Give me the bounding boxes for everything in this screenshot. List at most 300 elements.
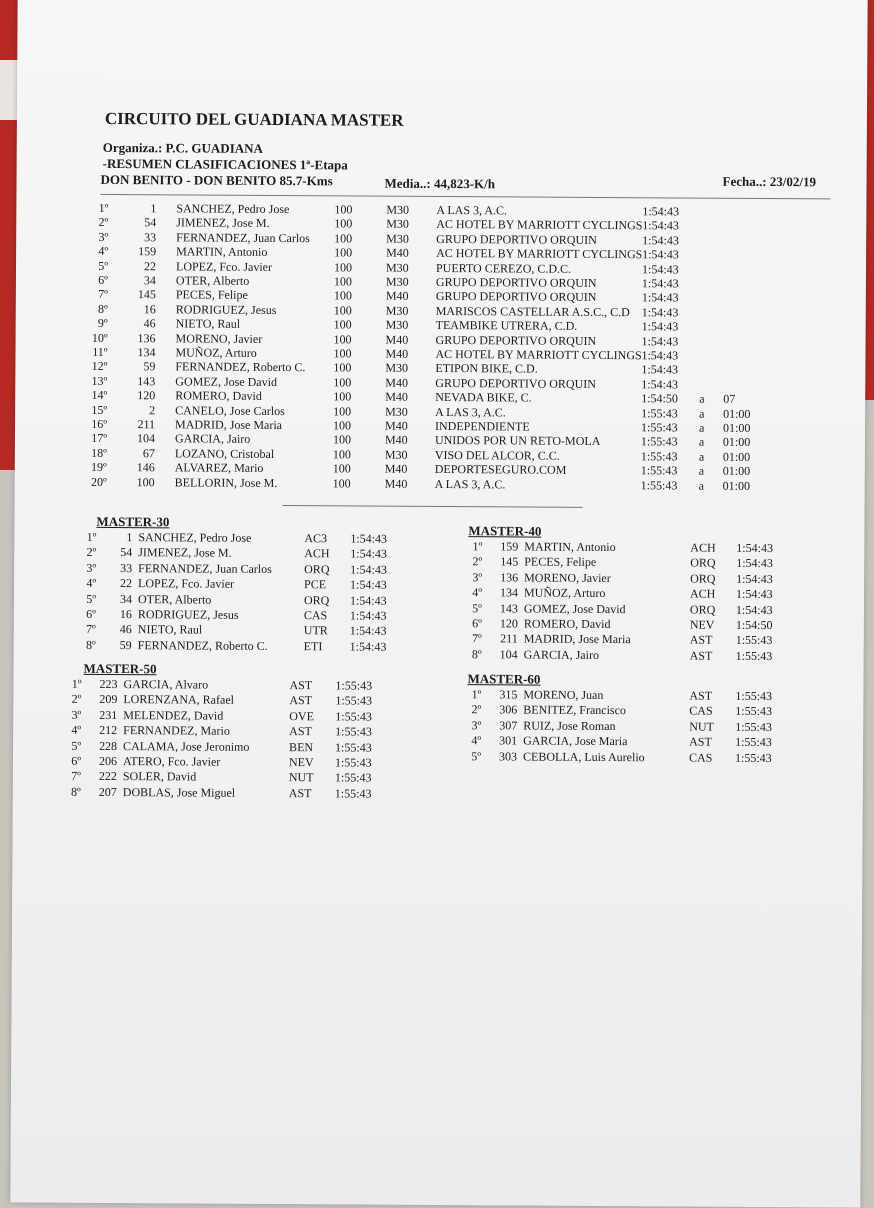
general-dorsal-cell: 16: [143, 301, 156, 317]
general-cat-cell: M40: [384, 476, 408, 491]
category-name-cell: MADRID, Jose Maria: [523, 631, 631, 647]
general-team-cell: UNIDOS POR UN RETO-MOLA: [434, 433, 601, 449]
category-pos-cell: 7º: [71, 769, 81, 784]
general-name-cell: FERNANDEZ, Roberto C.: [175, 359, 306, 375]
category-dorsal-cell: 1: [126, 530, 133, 545]
category-time-cell: 1:55:43: [334, 786, 372, 801]
category-dorsal-cell: 104: [499, 647, 518, 662]
general-time-cell: 1:54:43: [641, 362, 679, 377]
category-name-cell: OTER, Alberto: [137, 591, 212, 607]
general-pos-cell: 8º: [97, 301, 108, 316]
category-row: [0, 707, 419, 724]
general-time-cell: 1:54:50: [641, 391, 678, 406]
general-dorsal-cell: 146: [136, 460, 155, 475]
category-time-cell: 1:54:43: [350, 546, 387, 562]
general-diff-cell: 07: [723, 391, 736, 406]
general-team-cell: PUERTO CEREZO, C.D.C.: [435, 260, 572, 276]
category-dorsal-cell: 33: [120, 560, 133, 575]
category-time-cell: 1:55:43: [334, 770, 372, 785]
route-line: DON BENITO - DON BENITO 85.7-Kms: [100, 171, 333, 189]
category-team-cell: ACH: [689, 586, 716, 601]
general-pos-cell: 6º: [98, 272, 108, 287]
general-name-cell: ROMERO, David: [175, 388, 262, 404]
general-pos-cell: 17º: [91, 431, 108, 446]
general-diff-cell: 01:00: [722, 449, 751, 464]
category-pos-cell: 7º: [471, 631, 482, 646]
category-name-cell: FERNANDEZ, Juan Carlos: [138, 560, 272, 576]
category-name-cell: PECES, Felipe: [524, 554, 597, 570]
category-pos-cell: 2º: [472, 554, 483, 569]
category-name-cell: FERNANDEZ, Roberto C.: [137, 637, 268, 653]
category-time-cell: 1:55:43: [335, 678, 373, 693]
general-dorsal-cell: 46: [143, 316, 156, 331]
general-cat-cell: M40: [385, 289, 409, 304]
general-a-cell: a: [699, 420, 705, 435]
general-time-cell: 1:54:43: [642, 218, 679, 233]
category-row: [0, 753, 419, 770]
general-cat-cell: M30: [386, 202, 410, 217]
general-pts-cell: 100: [333, 303, 352, 318]
header-divider: [100, 194, 830, 199]
general-team-cell: MARISCOS CASTELLAR A.S.C., C.D: [435, 303, 630, 319]
category-name-cell: SANCHEZ, Pedro Jose: [138, 530, 252, 545]
general-pos-cell: 14º: [91, 388, 108, 403]
category-name-cell: FERNANDEZ, Mario: [123, 723, 230, 738]
general-cat-cell: M40: [385, 375, 409, 390]
category-row: [399, 733, 819, 750]
category-team-cell: CAS: [688, 750, 713, 765]
category-name-cell: MELENDEZ, David: [123, 707, 224, 723]
general-time-cell: 1:55:43: [641, 405, 678, 421]
category-time-cell: 1:54:43: [735, 587, 773, 602]
general-cat-cell: M30: [385, 260, 409, 275]
general-pts-cell: 100: [333, 346, 352, 361]
category-pos-cell: 2º: [71, 692, 82, 707]
category-dorsal-cell: 143: [499, 600, 518, 616]
category-name-cell: MARTIN, Antonio: [524, 539, 616, 555]
category-row: [399, 748, 819, 765]
category-team-cell: CAS: [689, 703, 713, 719]
category-name-cell: CEBOLLA, Luis Aurelio: [522, 749, 645, 764]
general-name-cell: LOPEZ, Fco. Javier: [175, 258, 273, 274]
general-cat-cell: M30: [385, 317, 409, 332]
category-time-cell: 1:55:43: [735, 704, 773, 719]
general-pts-cell: 100: [333, 259, 353, 275]
general-time-cell: 1:54:43: [642, 247, 679, 262]
general-dorsal-cell: 22: [143, 258, 157, 273]
category-pos-cell: 6º: [86, 606, 96, 621]
category-team-cell: NUT: [288, 770, 314, 785]
category-row: [400, 631, 820, 648]
general-diff-cell: 01:00: [722, 435, 751, 450]
category-dorsal-cell: 231: [99, 707, 118, 722]
category-pos-cell: 4º: [471, 733, 482, 748]
general-cat-cell: M40: [384, 433, 408, 448]
general-dorsal-cell: 2: [149, 402, 156, 417]
organizer-line: Organiza.: P.C. GUADIANA: [102, 139, 264, 156]
category-team-cell: AST: [689, 688, 713, 703]
general-time-cell: 1:55:43: [640, 477, 678, 493]
category-time-cell: 1:54:43: [349, 593, 387, 608]
category-pos-cell: 1º: [86, 529, 97, 544]
general-time-cell: 1:54:43: [641, 290, 679, 305]
category-team-cell: PCE: [304, 577, 327, 592]
category-dorsal-cell: 212: [99, 723, 118, 738]
category-dorsal-cell: 16: [119, 607, 132, 622]
general-name-cell: OTER, Alberto: [175, 273, 250, 288]
category-team-cell: ACH: [690, 540, 716, 555]
category-time-cell: 1:54:50: [735, 617, 773, 633]
general-name-cell: FERNANDEZ, Juan Carlos: [176, 230, 310, 246]
general-time-cell: 1:54:43: [641, 319, 679, 334]
general-name-cell: LOZANO, Cristobal: [174, 446, 275, 461]
general-pts-cell: 100: [332, 461, 351, 476]
category-time-cell: 1:55:43: [334, 755, 372, 770]
general-team-cell: AC HOTEL BY MARRIOTT CYCLINGS: [436, 246, 643, 262]
general-team-cell: AC HOTEL BY MARRIOTT CYCLINGS: [436, 217, 643, 233]
category-team-cell: ORQ: [690, 571, 716, 586]
general-dorsal-cell: 100: [136, 474, 155, 489]
general-pts-cell: 100: [333, 418, 352, 433]
category-dorsal-cell: 315: [499, 687, 518, 702]
category-team-cell: ORQ: [304, 561, 330, 577]
general-time-cell: 1:55:43: [641, 420, 678, 435]
general-name-cell: MADRID, Jose Maria: [175, 417, 283, 433]
general-cat-cell: M30: [384, 447, 408, 462]
general-pts-cell: 100: [333, 389, 352, 404]
general-cat-cell: M40: [385, 418, 408, 433]
category-dorsal-cell: 59: [119, 637, 132, 652]
category-dorsal-cell: 301: [499, 733, 518, 748]
general-pos-cell: 18º: [91, 445, 107, 460]
general-pts-cell: 100: [333, 288, 352, 303]
category-row: [14, 545, 434, 562]
category-dorsal-cell: 206: [98, 753, 118, 769]
category-pos-cell: 7º: [86, 622, 96, 637]
category-pos-cell: 3º: [472, 570, 483, 585]
category-row: [14, 560, 434, 577]
category-time-cell: 1:55:43: [335, 739, 372, 755]
category-team-cell: ORQ: [690, 555, 716, 571]
general-name-cell: NIETO, Raul: [175, 316, 241, 331]
general-time-cell: 1:54:43: [641, 333, 679, 349]
general-cat-cell: M40: [386, 245, 409, 260]
category-dorsal-cell: 46: [119, 622, 132, 637]
category-dorsal-cell: 120: [499, 616, 518, 631]
general-team-cell: ETIPON BIKE, C.D.: [435, 361, 538, 376]
category-time-cell: 1:54:43: [736, 571, 773, 586]
category-name-cell: SOLER, David: [122, 769, 197, 784]
category-name-cell: MORENO, Juan: [523, 687, 604, 703]
category-row: [399, 718, 819, 735]
general-team-cell: INDEPENDIENTE: [435, 418, 530, 434]
general-pos-cell: 13º: [91, 373, 108, 388]
category-time-cell: 1:54:43: [735, 602, 773, 617]
category-team-cell: NEV: [689, 617, 715, 632]
general-cat-cell: M40: [385, 389, 408, 404]
general-name-cell: MUÑOZ, Arturo: [175, 345, 257, 360]
category-pos-cell: 3º: [86, 560, 97, 575]
general-pos-cell: 1º: [98, 200, 109, 215]
general-time-cell: 1:54:43: [642, 233, 679, 248]
category-time-cell: 1:54:43: [736, 556, 773, 571]
category-row: [14, 637, 434, 654]
general-pos-cell: 3º: [98, 229, 109, 244]
category-dorsal-cell: 222: [98, 769, 117, 784]
general-pts-cell: 100: [332, 447, 351, 462]
category-team-cell: AST: [289, 693, 313, 708]
general-team-cell: DEPORTESEGURO.COM: [434, 462, 567, 477]
category-row: [0, 723, 419, 740]
general-pos-cell: 11º: [92, 344, 108, 359]
general-team-cell: TEAMBIKE UTRERA, C.D.: [435, 318, 578, 334]
general-team-cell: NEVADA BIKE, C.: [435, 390, 532, 405]
general-diff-cell: 01:00: [722, 420, 751, 435]
category-row: [400, 539, 820, 556]
general-pts-cell: 100: [333, 403, 352, 419]
category-dorsal-cell: 34: [119, 591, 133, 606]
general-team-cell: AC HOTEL BY MARRIOTT CYCLINGS: [435, 346, 642, 363]
general-cat-cell: M40: [385, 346, 409, 361]
general-dorsal-cell: 120: [137, 388, 156, 403]
category-row: [400, 647, 820, 664]
category-team-cell: AST: [289, 724, 312, 739]
general-pts-cell: 100: [332, 432, 352, 447]
category-dorsal-cell: 145: [500, 554, 519, 569]
general-team-cell: GRUPO DEPORTIVO ORQUIN: [435, 375, 596, 391]
general-time-cell: 1:55:43: [640, 434, 678, 449]
category-pos-cell: 8º: [85, 637, 96, 652]
category-dorsal-cell: 223: [99, 676, 118, 692]
summary-line: -RESUMEN CLASIFICACIONES 1ª-Etapa: [102, 155, 348, 173]
general-cat-cell: M30: [386, 217, 409, 232]
category-time-cell: 1:55:43: [735, 648, 773, 663]
general-team-cell: GRUPO DEPORTIVO ORQUIN: [435, 289, 597, 305]
category-row: [14, 576, 434, 593]
category-time-cell: 1:55:43: [335, 724, 372, 739]
category-name-cell: LOPEZ, Fco. Javier: [138, 576, 235, 591]
general-pos-cell: 12º: [91, 359, 108, 374]
category-dorsal-cell: 54: [120, 545, 133, 560]
category-pos-cell: 5º: [472, 600, 482, 615]
category-name-cell: MORENO, Javier: [524, 570, 611, 585]
general-dorsal-cell: 145: [137, 287, 156, 302]
category-pos-cell: 5º: [71, 738, 82, 753]
general-time-cell: 1:54:43: [641, 377, 679, 392]
general-time-cell: 1:54:43: [642, 204, 680, 219]
category-time-cell: 1:55:43: [735, 633, 773, 648]
category-time-cell: 1:54:43: [349, 623, 387, 639]
category-row: [0, 769, 419, 786]
category-pos-cell: 3º: [471, 717, 482, 733]
general-dorsal-cell: 1: [150, 201, 157, 216]
category-name-cell: BENITEZ, Francisco: [523, 702, 626, 718]
category-dorsal-cell: 303: [498, 748, 518, 764]
category-time-cell: 1:55:43: [735, 734, 772, 750]
general-pos-cell: 19º: [91, 460, 107, 475]
category-pos-cell: 6º: [472, 616, 482, 631]
general-pts-cell: 100: [333, 274, 352, 289]
category-pos-cell: 2º: [471, 702, 482, 717]
category-row: [400, 585, 820, 602]
category-time-cell: 1:55:43: [335, 693, 373, 708]
general-diff-cell: 01:00: [723, 406, 751, 421]
general-pts-cell: 100: [334, 216, 353, 231]
general-pts-cell: 100: [334, 245, 353, 260]
general-name-cell: BELLORIN, Jose M.: [174, 474, 278, 490]
category-row: [14, 529, 434, 546]
general-pos-cell: 7º: [98, 287, 108, 302]
category-team-cell: AST: [689, 632, 713, 648]
general-pts-cell: 100: [334, 231, 353, 246]
category-team-cell: UTR: [303, 623, 328, 638]
category-team-cell: CAS: [303, 608, 328, 623]
category-team-cell: NUT: [689, 719, 714, 734]
general-team-cell: VISO DEL ALCOR, C.C.: [434, 447, 560, 463]
category-team-cell: ETI: [303, 638, 323, 654]
general-name-cell: MARTIN, Antonio: [176, 244, 268, 260]
category-name-cell: RUIZ, Jose Roman: [523, 718, 616, 733]
category-row: [14, 606, 434, 623]
category-team-cell: AST: [288, 785, 312, 801]
general-time-cell: 1:54:43: [641, 276, 679, 291]
category-pos-cell: 5º: [471, 748, 482, 763]
category-time-cell: 1:55:43: [735, 688, 773, 704]
category-row: [399, 687, 819, 704]
category-row: [14, 622, 434, 639]
category-name-cell: LORENZANA, Rafael: [123, 692, 235, 708]
general-cat-cell: M30: [385, 361, 409, 376]
category-name-cell: DOBLAS, Jose Miguel: [122, 784, 236, 800]
category-name-cell: GOMEZ, Jose David: [523, 601, 626, 616]
category-time-cell: 1:54:43: [350, 562, 387, 577]
general-diff-cell: 01:00: [722, 463, 751, 479]
category-team-cell: AC3: [304, 531, 328, 546]
category-name-cell: ROMERO, David: [523, 616, 611, 632]
category-time-cell: 1:55:43: [335, 709, 372, 724]
general-team-cell: GRUPO DEPORTIVO ORQUIN: [436, 231, 597, 247]
category-time-cell: 1:54:43: [736, 540, 774, 556]
category-dorsal-cell: 211: [500, 631, 518, 646]
general-dorsal-cell: 59: [143, 359, 156, 374]
general-name-cell: RODRIGUEZ, Jesus: [175, 302, 277, 317]
category-dorsal-cell: 136: [500, 570, 519, 585]
general-dorsal-cell: 54: [144, 215, 157, 230]
general-name-cell: ALVAREZ, Mario: [174, 460, 264, 476]
category-row: [400, 600, 820, 617]
general-a-cell: a: [698, 463, 705, 478]
general-dorsal-cell: 34: [143, 273, 156, 288]
category-time-cell: 1:55:43: [734, 750, 772, 765]
general-pos-cell: 5º: [98, 258, 109, 273]
general-pts-cell: 100: [333, 375, 352, 390]
category-dorsal-cell: 207: [98, 784, 117, 799]
category-time-cell: 1:54:43: [349, 639, 387, 654]
general-team-cell: A LAS 3, A.C.: [435, 404, 506, 419]
general-pos-cell: 2º: [98, 215, 109, 230]
category-pos-cell: 1º: [71, 676, 82, 691]
general-dorsal-cell: 136: [137, 330, 156, 345]
category-team-cell: ORQ: [689, 602, 716, 617]
general-cat-cell: M30: [385, 303, 409, 318]
general-team-cell: GRUPO DEPORTIVO ORQUIN: [435, 274, 597, 290]
category-pos-cell: 3º: [71, 707, 82, 722]
general-name-cell: GOMEZ, Jose David: [175, 374, 278, 389]
category-row: [0, 784, 419, 801]
category-title: MASTER-40: [468, 523, 542, 539]
general-a-cell: a: [699, 391, 705, 406]
general-a-cell: a: [698, 478, 705, 493]
category-team-cell: OVE: [289, 708, 314, 724]
general-pts-cell: 100: [333, 360, 352, 375]
category-name-cell: GARCIA, Jose Maria: [523, 733, 628, 749]
category-dorsal-cell: 307: [499, 718, 518, 733]
category-time-cell: 1:55:43: [735, 719, 772, 734]
general-name-cell: CANELO, Jose Carlos: [175, 402, 285, 418]
general-team-cell: A LAS 3, A.C.: [434, 476, 506, 491]
category-row: [0, 738, 419, 755]
category-pos-cell: 4º: [472, 585, 483, 600]
category-name-cell: NIETO, Raul: [137, 622, 203, 637]
general-dorsal-cell: 67: [142, 445, 155, 461]
general-name-cell: SANCHEZ, Pedro Jose: [176, 201, 290, 217]
general-time-cell: 1:55:43: [640, 449, 678, 464]
category-name-cell: MUÑOZ, Arturo: [523, 585, 606, 601]
general-time-cell: 1:54:43: [641, 261, 679, 277]
document-title: CIRCUITO DEL GUADIANA MASTER: [104, 108, 404, 130]
category-pos-cell: 8º: [71, 784, 81, 799]
category-title: MASTER-50: [83, 660, 157, 677]
general-name-cell: JIMENEZ, Jose M.: [176, 215, 270, 231]
category-row: [399, 702, 819, 719]
general-time-cell: 1:55:43: [640, 463, 678, 478]
category-name-cell: ATERO, Fco. Javier: [122, 754, 221, 769]
category-team-cell: AST: [689, 648, 713, 663]
category-row: [14, 591, 434, 608]
general-cat-cell: M40: [385, 332, 409, 347]
category-pos-cell: 1º: [472, 539, 483, 554]
general-dorsal-cell: 159: [138, 244, 157, 259]
category-team-cell: BEN: [289, 739, 314, 754]
category-pos-cell: 5º: [86, 591, 97, 606]
category-title: MASTER-60: [467, 671, 541, 687]
category-team-cell: ORQ: [303, 592, 330, 607]
category-pos-cell: 4º: [86, 576, 97, 591]
general-pts-cell: 100: [333, 331, 352, 347]
category-dorsal-cell: 22: [120, 576, 133, 591]
category-row: [0, 692, 419, 709]
category-row: [400, 554, 820, 571]
general-pts-cell: 100: [333, 317, 352, 332]
general-pos-cell: 10º: [91, 330, 108, 345]
category-team-cell: AST: [689, 734, 712, 749]
general-cat-cell: M30: [385, 404, 408, 419]
category-time-cell: 1:54:43: [350, 577, 387, 592]
category-name-cell: RODRIGUEZ, Jesus: [137, 607, 239, 622]
category-pos-cell: 2º: [86, 545, 97, 560]
general-time-cell: 1:54:43: [641, 348, 679, 363]
average-speed: Media..: 44,823-K/h: [384, 175, 496, 192]
category-pos-cell: 1º: [471, 687, 482, 702]
category-pos-cell: 4º: [71, 722, 82, 738]
category-name-cell: CALAMA, Jose Jeronimo: [123, 738, 250, 754]
results-sheet: [10, 0, 867, 1208]
date-line: Fecha..: 23/02/19: [722, 173, 817, 190]
category-name-cell: JIMENEZ, Jose M.: [138, 545, 232, 561]
general-name-cell: GARCIA, Jairo: [174, 431, 251, 447]
general-team-cell: GRUPO DEPORTIVO ORQUIN: [435, 332, 597, 348]
general-dorsal-cell: 33: [144, 229, 157, 245]
